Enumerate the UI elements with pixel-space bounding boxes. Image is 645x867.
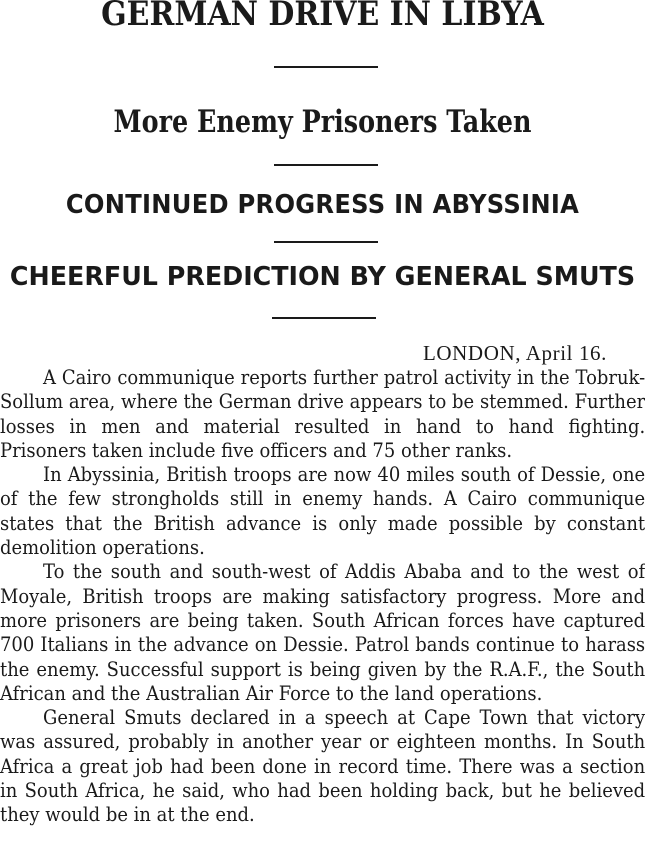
article-paragraph: General Smuts declared in a speech at Cape Town that victory was assured, probably in another year or eighteen months. In South Africa a great job had been done in record time. There was a section in South Africa, he said, who had been holding back, but he believed they would be in at the end. [0, 706, 645, 827]
main-headline: GERMAN DRIVE IN LIBYA [101, 0, 544, 34]
article-paragraph: In Abyssinia, British troops are now 40 miles south of Dessie, one of the few strongholds still in enemy hands. A Cairo communique states that the British advance is only made possible by constant demolition operations. [0, 463, 645, 560]
secondary-headline: More Enemy Prisoners Taken [113, 104, 532, 140]
fourth-headline: CHEERFUL PREDICTION BY GENERAL SMUTS [9, 262, 636, 292]
headline-divider [272, 317, 376, 319]
third-headline: CONTINUED PROGRESS IN ABYSSINIA [65, 190, 580, 220]
headline-divider [274, 241, 378, 243]
dateline: LONDON, April 16. [422, 341, 607, 365]
headline-divider [274, 164, 378, 166]
article-body [0, 366, 645, 828]
headline-divider [274, 66, 378, 68]
article-paragraph: A Cairo communique reports further patrol activity in the Tobruk-Sollum area, where the German drive appears to be stemmed. Further losses in men and material resulted in hand to hand fighting. Prisoners taken include five officers and 75 other ranks. [0, 366, 645, 462]
article-paragraph: To the south and south-west of Addis Ababa and to the west of Moyale, British troops are making satisfactory progress. More and more prisoners are being taken. South African forces have captured 700 Italians in the advance on Dessie. Patrol bands continue to harass the enemy. Successful support is being given by the R.A.F., the South African and the Australian Air Force to the land operations. [0, 560, 645, 705]
